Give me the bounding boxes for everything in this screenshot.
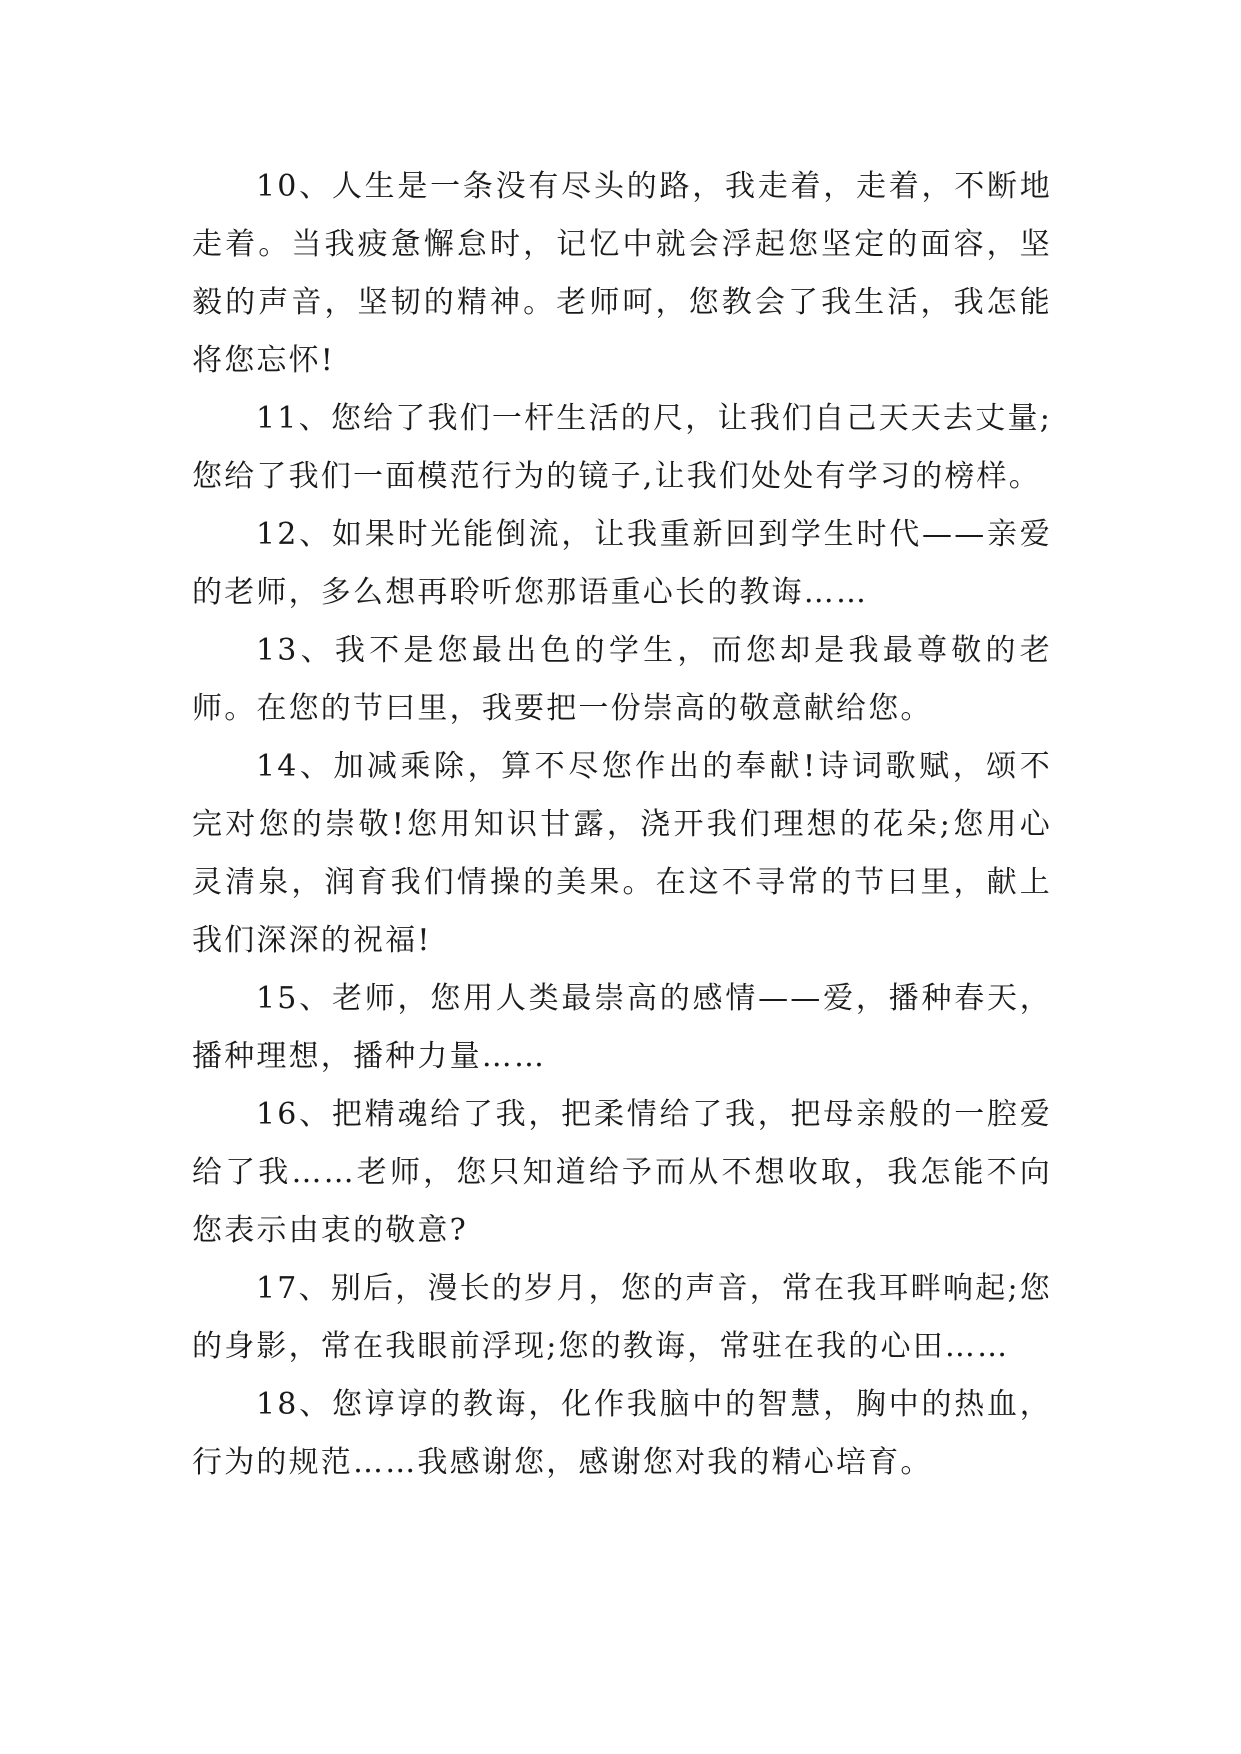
paragraph-15: 15、老师，您用人类最崇高的感情——爱，播种春天，播种理想，播种力量…… <box>192 981 1052 1074</box>
paragraph-12: 12、如果时光能倒流，让我重新回到学生时代——亲爱的老师，多么想再聆听您那语重心长的教诲…… <box>192 517 1052 610</box>
paragraph-10: 10、人生是一条没有尽头的路，我走着，走着，不断地走着。当我疲惫懈怠时，记忆中就会浮起您坚定的面容，坚毅的声音，坚韧的精神。老师呵，您教会了我生活，我怎能将您忘怀! <box>192 169 1052 378</box>
paragraph-18: 18、您谆谆的教诲，化作我脑中的智慧，胸中的热血，行为的规范……我感谢您，感谢您对我的精心培育。 <box>192 1387 1052 1480</box>
paragraph-17: 17、别后，漫长的岁月，您的声音，常在我耳畔响起;您的身影，常在我眼前浮现;您的教诲，常驻在我的心田…… <box>192 1271 1052 1364</box>
paragraph-16: 16、把精魂给了我，把柔情给了我，把母亲般的一腔爱给了我……老师，您只知道给予而从不想收取，我怎能不向您表示由衷的敬意? <box>192 1097 1052 1248</box>
paragraph-14: 14、加减乘除，算不尽您作出的奉献!诗词歌赋，颂不完对您的崇敬!您用知识甘露，浇开我们理想的花朵;您用心灵清泉，润育我们情操的美果。在这不寻常的节曰里，献上我们深深的祝福! <box>192 749 1052 958</box>
paragraph-11: 11、您给了我们一杆生活的尺，让我们自己天天去丈量;您给了我们一面模范行为的镜子,让我们处处有学习的榜样。 <box>192 401 1052 494</box>
paragraph-13: 13、我不是您最出色的学生，而您却是我最尊敬的老师。在您的节曰里，我要把一份崇高的敬意献给您。 <box>192 633 1052 726</box>
document-body <box>192 158 1052 1492</box>
